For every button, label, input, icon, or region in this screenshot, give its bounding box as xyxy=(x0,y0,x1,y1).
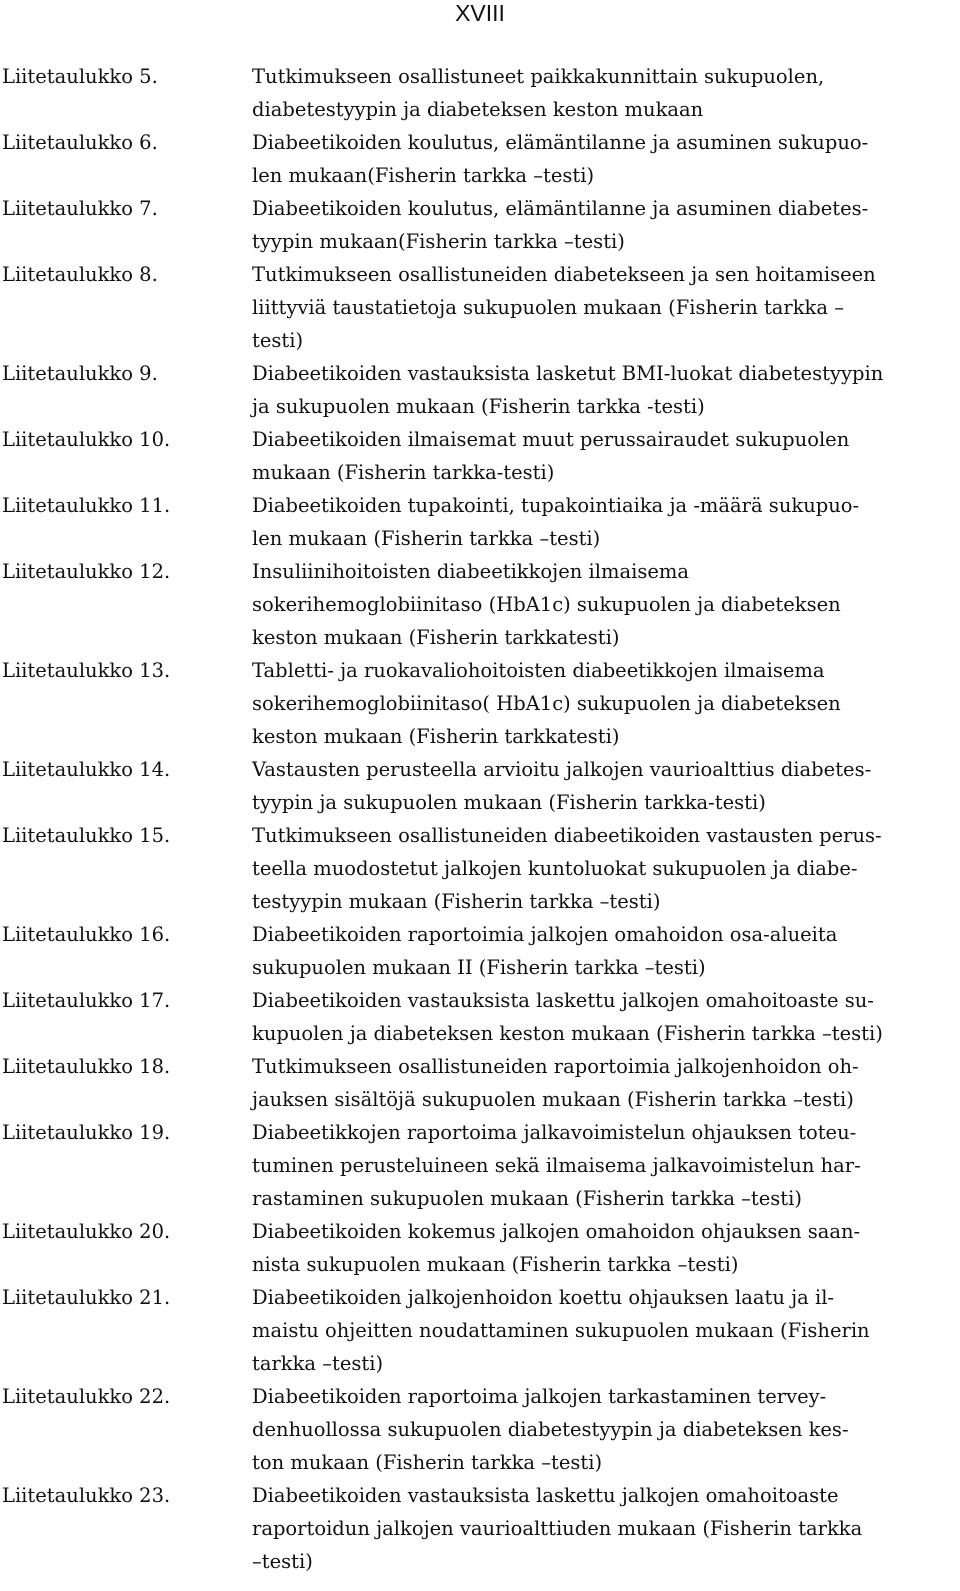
appendix-table-entry xyxy=(0,555,960,654)
entry-label: Liitetaulukko 17. xyxy=(2,989,171,1012)
entry-title-line: Diabeetikoiden koulutus, elämäntilanne ja asuminen diabetes- xyxy=(252,197,869,220)
entry-title-line: Diabeetikkojen raportoima jalkavoimistelun ohjauksen toteu- xyxy=(252,1121,857,1144)
entry-title-line: Diabeetikoiden vastauksista lasketut BMI-luokat diabetestyypin xyxy=(252,362,884,385)
appendix-table-entry xyxy=(0,1050,960,1116)
appendix-table-entry xyxy=(0,60,960,126)
entry-title xyxy=(252,1281,952,1380)
entry-label: Liitetaulukko 10. xyxy=(2,428,171,451)
appendix-table-entry xyxy=(0,1116,960,1215)
entry-title-line: Diabeetikoiden vastauksista laskettu jalkojen omahoitoaste su- xyxy=(252,989,874,1012)
entry-title xyxy=(252,489,952,555)
entry-title-line: len mukaan(Fisherin tarkka –testi) xyxy=(252,164,595,187)
entry-title-line: sokerihemoglobiinitaso( HbA1c) sukupuolen ja diabeteksen xyxy=(252,692,841,715)
entry-label: Liitetaulukko 16. xyxy=(2,923,171,946)
entry-label: Liitetaulukko 6. xyxy=(2,131,158,154)
entry-title-line: diabetestyypin ja diabeteksen keston mukaan xyxy=(252,98,704,121)
entry-title-line: Diabeetikoiden vastauksista laskettu jalkojen omahoitoaste xyxy=(252,1484,839,1507)
entry-title xyxy=(252,1050,952,1116)
entry-title-line: Diabeetikoiden kokemus jalkojen omahoidon ohjauksen saan- xyxy=(252,1220,861,1243)
appendix-table-entry xyxy=(0,819,960,918)
entry-title-line: ja sukupuolen mukaan (Fisherin tarkka -testi) xyxy=(252,395,705,418)
entry-label: Liitetaulukko 19. xyxy=(2,1121,171,1144)
entry-title-line: Diabeetikoiden ilmaisemat muut perussairaudet sukupuolen xyxy=(252,428,850,451)
entry-title xyxy=(252,918,952,984)
appendix-table-entry xyxy=(0,258,960,357)
entry-title-line: sokerihemoglobiinitaso (HbA1c) sukupuolen ja diabeteksen xyxy=(252,593,841,616)
entry-label: Liitetaulukko 12. xyxy=(2,560,171,583)
entry-title-line: Diabeetikoiden raportoima jalkojen tarkastaminen tervey- xyxy=(252,1385,827,1408)
appendix-table-entry xyxy=(0,753,960,819)
page-number: XVIII xyxy=(455,0,505,26)
entry-label: Liitetaulukko 15. xyxy=(2,824,171,847)
appendix-table-entry xyxy=(0,1479,960,1578)
appendix-table-entry xyxy=(0,1380,960,1479)
entry-title-line: Diabeetikoiden raportoimia jalkojen omahoidon osa-alueita xyxy=(252,923,838,946)
entry-title-line: liittyviä taustatietoja sukupuolen mukaan (Fisherin tarkka – xyxy=(252,296,844,319)
appendix-table-entry xyxy=(0,984,960,1050)
entry-title xyxy=(252,126,952,192)
entry-title-line: kupuolen ja diabeteksen keston mukaan (Fisherin tarkka –testi) xyxy=(252,1022,883,1045)
entry-title xyxy=(252,258,952,357)
entry-label: Liitetaulukko 9. xyxy=(2,362,158,385)
appendix-table-entry xyxy=(0,357,960,423)
entry-title-line: denhuollossa sukupuolen diabetestyypin ja diabeteksen kes- xyxy=(252,1418,849,1441)
entry-title xyxy=(252,1215,952,1281)
entry-title-line: Vastausten perusteella arvioitu jalkojen vaurioalttius diabetes- xyxy=(252,758,872,781)
entry-title xyxy=(252,1116,952,1215)
entry-title-line: Tutkimukseen osallistuneiden raportoimia jalkojenhoidon oh- xyxy=(252,1055,859,1078)
entry-title-line: testi) xyxy=(252,329,304,352)
appendix-table-entry xyxy=(0,918,960,984)
entry-title xyxy=(252,984,952,1050)
entry-title-line: maistu ohjeitten noudattaminen sukupuolen mukaan (Fisherin xyxy=(252,1319,870,1342)
entry-title-line: keston mukaan (Fisherin tarkkatesti) xyxy=(252,725,620,748)
appendix-table-entry xyxy=(0,1215,960,1281)
entry-title xyxy=(252,60,952,126)
entry-title-line: Tutkimukseen osallistuneiden diabetekseen ja sen hoitamiseen xyxy=(252,263,876,286)
entry-title-line: keston mukaan (Fisherin tarkkatesti) xyxy=(252,626,620,649)
entry-title xyxy=(252,555,952,654)
entry-label: Liitetaulukko 18. xyxy=(2,1055,171,1078)
entry-title-line: Tutkimukseen osallistuneet paikkakunnittain sukupuolen, xyxy=(252,65,825,88)
entry-title-line: Tutkimukseen osallistuneiden diabeetikoiden vastausten perus- xyxy=(252,824,882,847)
appendix-table-entry xyxy=(0,192,960,258)
entry-title-line: Diabeetikoiden koulutus, elämäntilanne ja asuminen sukupuo- xyxy=(252,131,869,154)
appendix-table-list xyxy=(0,60,960,1578)
entry-title-line: Insuliinihoitoisten diabeetikkojen ilmaisema xyxy=(252,560,690,583)
entry-title xyxy=(252,753,952,819)
entry-label: Liitetaulukko 13. xyxy=(2,659,171,682)
entry-title xyxy=(252,1380,952,1479)
entry-title xyxy=(252,1479,952,1578)
entry-title-line: tarkka –testi) xyxy=(252,1352,384,1375)
entry-label: Liitetaulukko 7. xyxy=(2,197,158,220)
entry-title-line: nista sukupuolen mukaan (Fisherin tarkka –testi) xyxy=(252,1253,739,1276)
entry-title xyxy=(252,819,952,918)
entry-title xyxy=(252,357,952,423)
entry-label: Liitetaulukko 5. xyxy=(2,65,158,88)
entry-title-line: Tabletti- ja ruokavaliohoitoisten diabeetikkojen ilmaisema xyxy=(252,659,825,682)
appendix-table-entry xyxy=(0,654,960,753)
entry-title-line: rastaminen sukupuolen mukaan (Fisherin tarkka –testi) xyxy=(252,1187,802,1210)
entry-title-line: tyypin ja sukupuolen mukaan (Fisherin tarkka-testi) xyxy=(252,791,766,814)
appendix-table-entry xyxy=(0,489,960,555)
entry-label: Liitetaulukko 23. xyxy=(2,1484,171,1507)
entry-title xyxy=(252,423,952,489)
entry-title-line: testyypin mukaan (Fisherin tarkka –testi) xyxy=(252,890,661,913)
entry-title-line: raportoidun jalkojen vaurioalttiuden mukaan (Fisherin tarkka xyxy=(252,1517,863,1540)
entry-title xyxy=(252,654,952,753)
entry-label: Liitetaulukko 14. xyxy=(2,758,171,781)
entry-label: Liitetaulukko 21. xyxy=(2,1286,171,1309)
appendix-table-entry xyxy=(0,423,960,489)
entry-label: Liitetaulukko 11. xyxy=(2,494,171,517)
entry-title-line: tyypin mukaan(Fisherin tarkka –testi) xyxy=(252,230,625,253)
appendix-table-entry xyxy=(0,1281,960,1380)
entry-label: Liitetaulukko 8. xyxy=(2,263,158,286)
entry-label: Liitetaulukko 22. xyxy=(2,1385,171,1408)
entry-title-line: mukaan (Fisherin tarkka-testi) xyxy=(252,461,555,484)
entry-title-line: jauksen sisältöjä sukupuolen mukaan (Fisherin tarkka –testi) xyxy=(252,1088,854,1111)
entry-label: Liitetaulukko 20. xyxy=(2,1220,171,1243)
entry-title-line: –testi) xyxy=(252,1550,313,1573)
entry-title-line: sukupuolen mukaan II (Fisherin tarkka –testi) xyxy=(252,956,706,979)
entry-title-line: tuminen perusteluineen sekä ilmaisema jalkavoimistelun har- xyxy=(252,1154,861,1177)
appendix-table-entry xyxy=(0,126,960,192)
entry-title-line: Diabeetikoiden jalkojenhoidon koettu ohjauksen laatu ja il- xyxy=(252,1286,835,1309)
entry-title-line: len mukaan (Fisherin tarkka –testi) xyxy=(252,527,601,550)
entry-title-line: teella muodostetut jalkojen kuntoluokat sukupuolen ja diabe- xyxy=(252,857,858,880)
entry-title-line: ton mukaan (Fisherin tarkka –testi) xyxy=(252,1451,603,1474)
entry-title-line: Diabeetikoiden tupakointi, tupakointiaika ja -määrä sukupuo- xyxy=(252,494,860,517)
entry-title xyxy=(252,192,952,258)
